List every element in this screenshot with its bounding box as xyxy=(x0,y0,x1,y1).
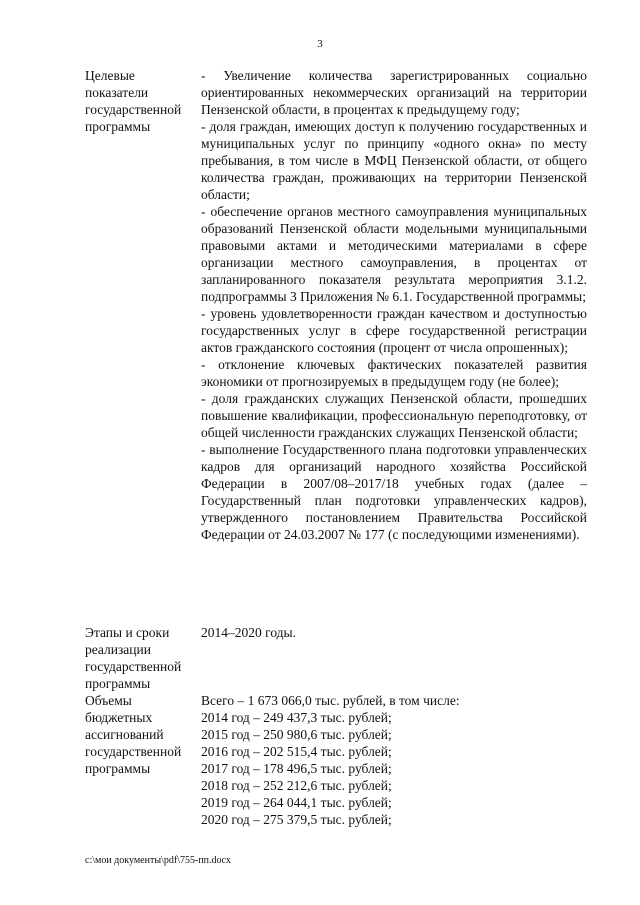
row-content-target-indicators xyxy=(201,67,587,543)
indicator-item: - отклонение ключевых фактических показателей развития экономики от прогнозируемых в предыдущем году (не более); xyxy=(201,357,587,389)
indicator-item: - уровень удовлетворенности граждан качеством и доступностью государственных услуг в сфере государственной регистрации актов гражданского состояния (процент от числа опрошенных); xyxy=(201,306,587,355)
indicator-item: - Увеличение количества зарегистрированных социально ориентированных некоммерческих организаций на территории Пензенской области, в процентах к предыдущему году; xyxy=(201,68,587,117)
budget-year-line: 2019 год – 264 044,1 тыс. рублей; xyxy=(201,795,392,810)
row-content-stages-terms xyxy=(201,624,587,641)
row-label-stages-terms: Этапы и сроки реализации государственной программы xyxy=(85,625,182,691)
budget-year-line: 2020 год – 275 379,5 тыс. рублей; xyxy=(201,812,392,827)
budget-year-line: 2014 год – 249 437,3 тыс. рублей; xyxy=(201,710,392,725)
budget-total-line: Всего – 1 673 066,0 тыс. рублей, в том числе: xyxy=(201,693,460,708)
budget-year-line: 2018 год – 252 212,6 тыс. рублей; xyxy=(201,778,392,793)
footer-file-path: c:\мои документы\pdf\755-пп.docx xyxy=(85,855,231,866)
budget-year-line: 2016 год – 202 515,4 тыс. рублей; xyxy=(201,744,392,759)
budget-year-line: 2015 год – 250 980,6 тыс. рублей; xyxy=(201,727,392,742)
row-content-budget-allocations xyxy=(201,692,587,828)
indicator-item: - доля граждан, имеющих доступ к получению государственных и муниципальных услуг по принципу «одного окна» по месту пребывания, в том числе в МФЦ Пензенской области, от общего количества граждан, проживающих на территории Пензенской области; xyxy=(201,119,587,202)
row-label-budget-allocations: Объемы бюджетных ассигнований государственной программы xyxy=(85,693,182,776)
page-number: 3 xyxy=(317,38,323,50)
indicator-item: - выполнение Государственного плана подготовки управленческих кадров для организаций народного хозяйства Российской Федерации в 2007/08–2017/18 учебных годах (далее – Государственный план подготовки управленческих кадров), утвержденного постановлением Правительства Российской Федерации от 24.03.2007 № 177 (с последующими изменениями). xyxy=(201,442,587,542)
stages-terms-value: 2014–2020 годы. xyxy=(201,625,297,640)
indicator-item: - обеспечение органов местного самоуправления муниципальных образований Пензенской области модельными муниципальными правовыми актами и методическими материалами в сфере организации местного самоуправления, в процентах от запланированного показателя результата мероприятия 3.1.2. подпрограммы 3 Приложения № 6.1. Государственной программы; xyxy=(201,204,587,304)
row-label-target-indicators: Целевые показатели государственной программы xyxy=(85,68,182,134)
indicator-item: - доля гражданских служащих Пензенской области, прошедших повышение квалификации, профессиональную переподготовку, от общей численности гражданских служащих Пензенской области; xyxy=(201,391,587,440)
budget-year-line: 2017 год – 178 496,5 тыс. рублей; xyxy=(201,761,392,776)
